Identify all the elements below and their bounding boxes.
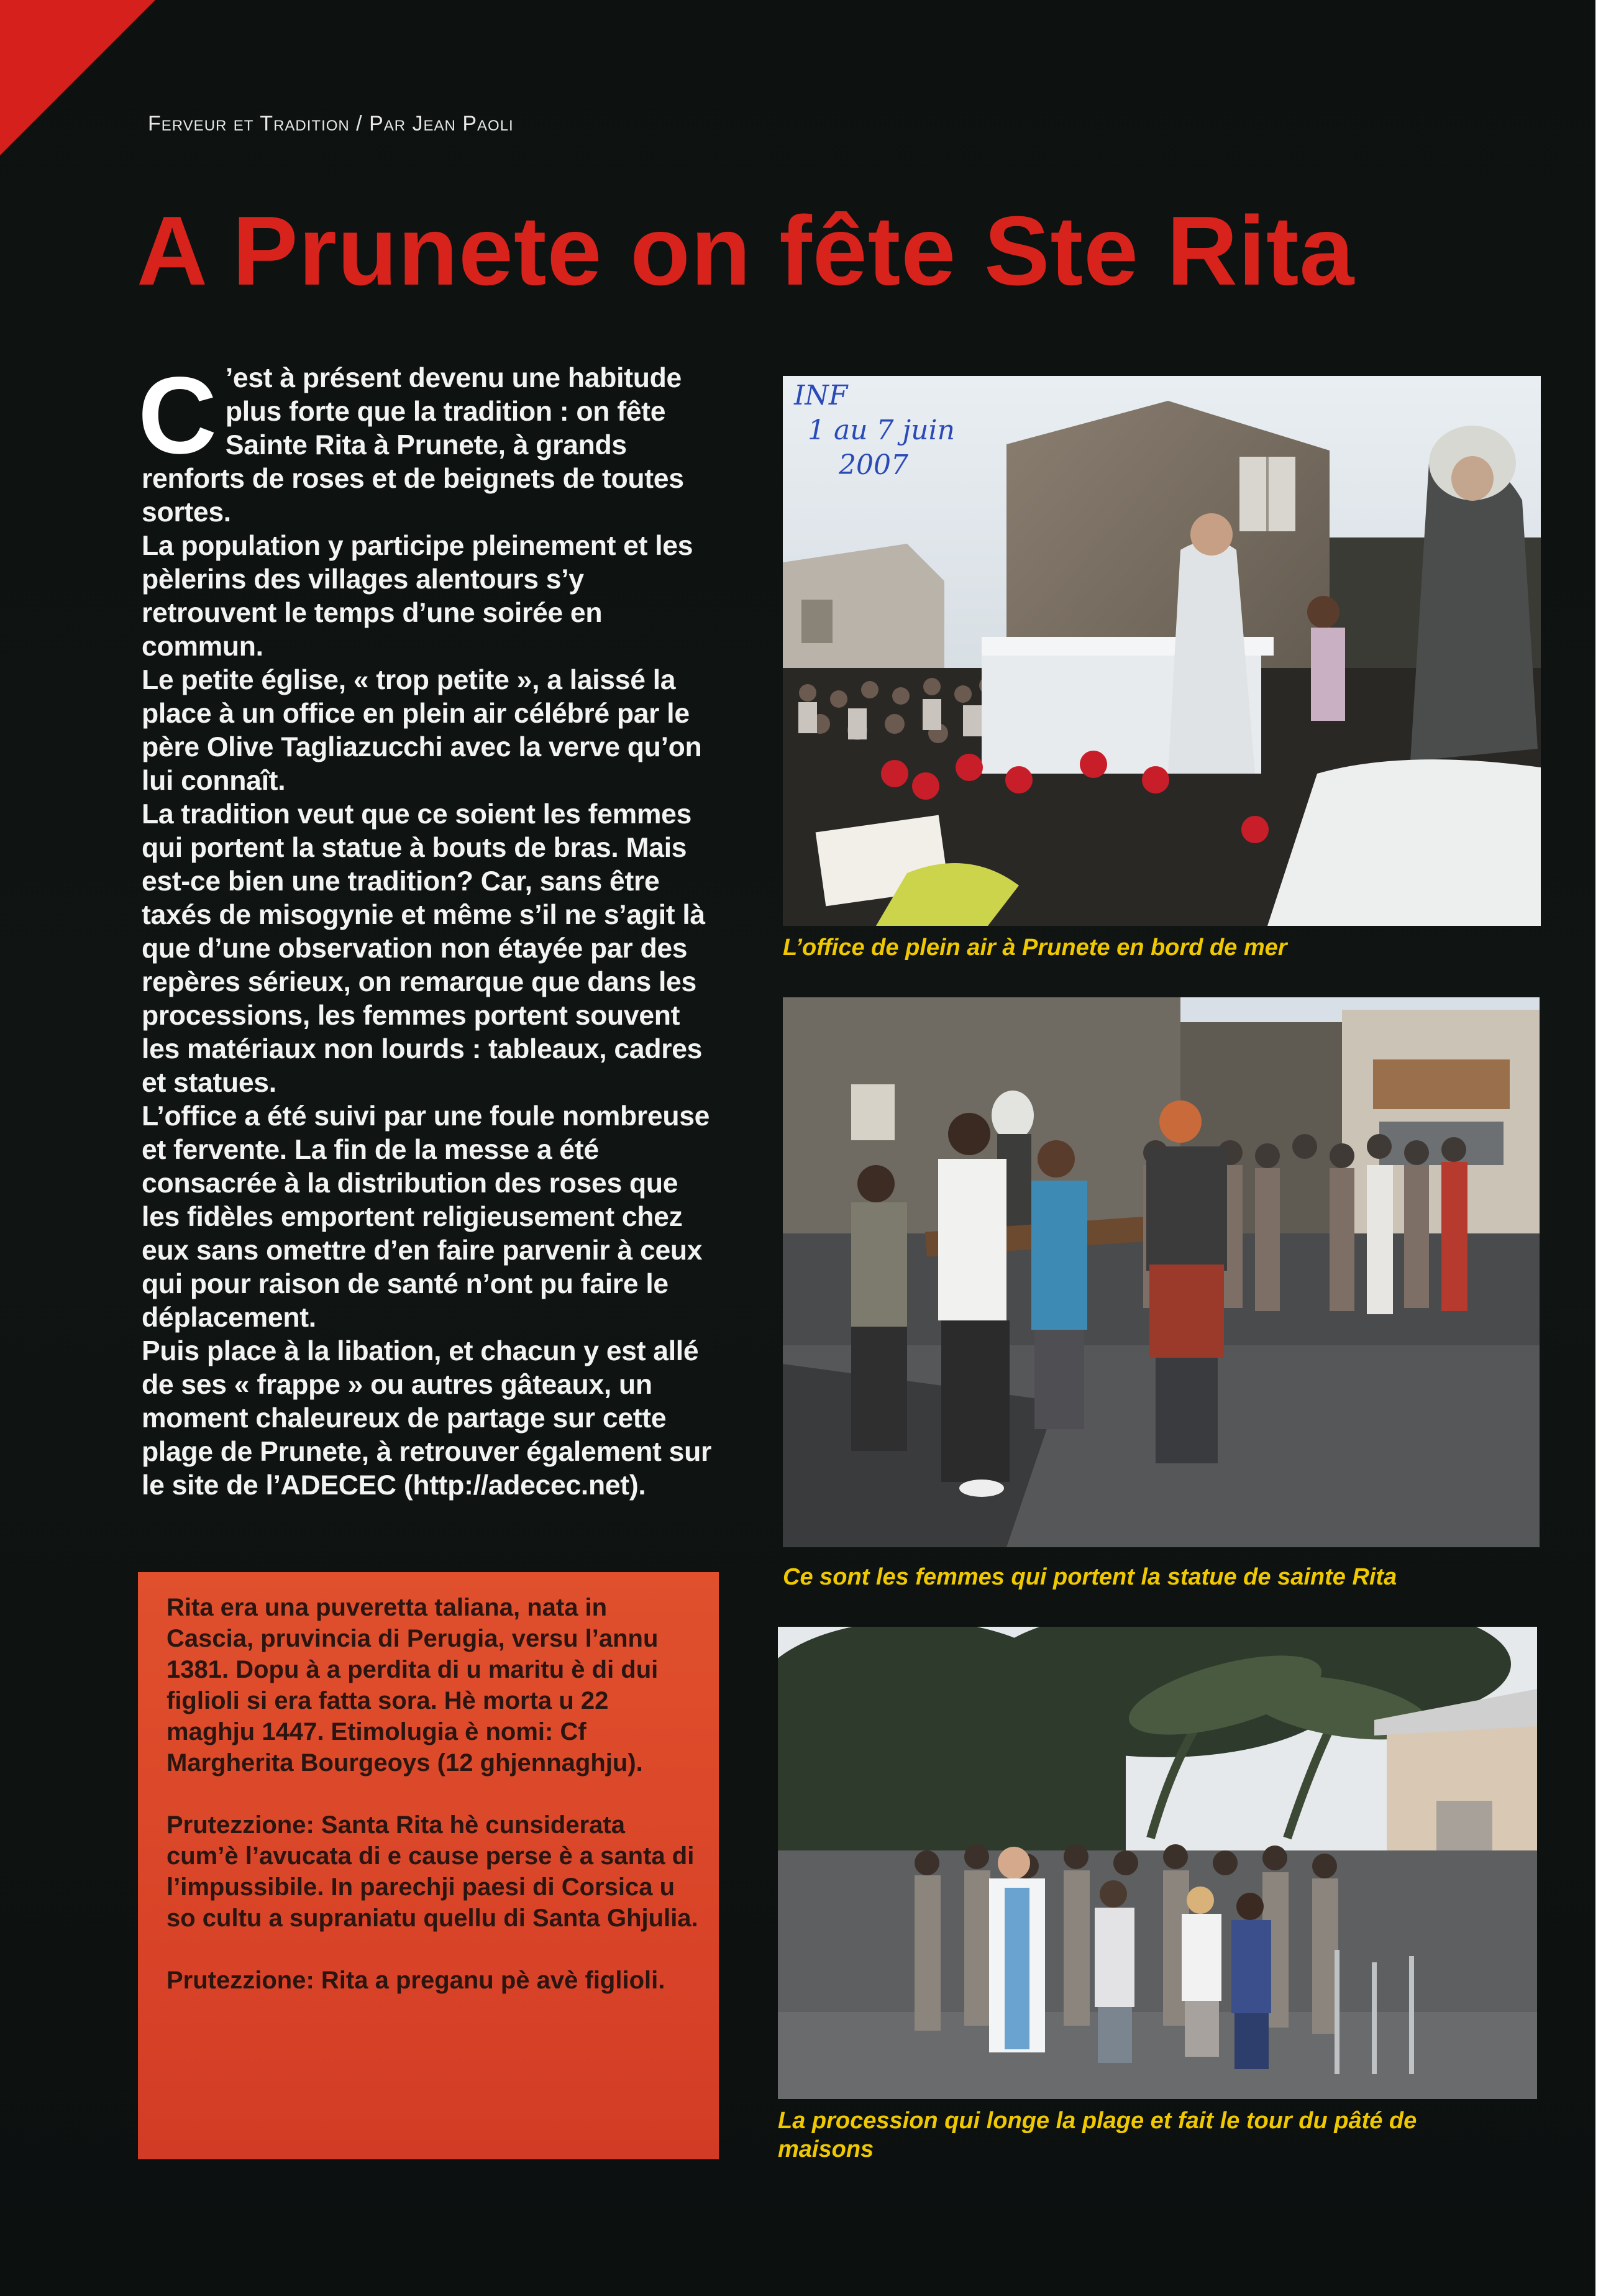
corsican-info-box	[138, 1572, 719, 2159]
red-corner-triangle	[0, 0, 155, 155]
info-paragraph-2: Prutezzione: Santa Rita hè cunsiderata cum’è l’avucata di e cause perse è a santa di l’impussibile. In parechji paesi di Corsica u so cultu a supraniatu quellu di Santa Ghjulia.	[167, 1811, 698, 1932]
statue-procession-illustration	[783, 997, 1540, 1547]
article-paragraph-5: L’office a été suivi par une foule nombreuse et fervente. La fin de la messe a été consacrée à la distribution des roses que les fidèles emportent religieusement chez eux sans omettre d’en faire parvenir à ceux qui pour raison de santé n’ont pu faire le déplacement.	[142, 1101, 710, 1333]
article-paragraph-3: Le petite église, « trop petite », a laissé la place à un office en plein air célébré par le père Olive Tagliazucchi avec la verve qu’on lui connaît.	[142, 665, 702, 796]
article-paragraph-6: Puis place à la libation, et chacun y est allé de ses « frappe » ou autres gâteaux, un moment chaleureux de partage sur cette plage de Prunete, à retrouver également sur le site de l’ADECEC (http://adecec.net).	[142, 1336, 711, 1501]
beach-procession-illustration	[778, 1627, 1537, 2099]
photo-beach-procession	[778, 1627, 1537, 2099]
photo-caption-3: La procession qui longe la plage et fait le tour du pâté de maisons	[778, 2108, 1417, 2162]
article-paragraph-4: La tradition veut que ce soient les femmes qui portent la statue à bouts de bras. Mais est-ce bien une tradition? Car, sans être taxés de misogynie et même s’il ne s’agit là que d’une observation non étayée par des repères sérieux, on remarque que dans les processions, les femmes portent souvent les matériaux non lourds : tableaux, cadres et statues.	[142, 799, 705, 1098]
handwriting-line-3: 2007	[839, 449, 908, 481]
article-paragraph-2: La population y participe pleinement et les pèlerins des villages alentours s’y retrouvent le temps d’une soirée en commun.	[142, 531, 693, 662]
section-kicker: Ferveur et Tradition / Par Jean Paoli	[148, 112, 514, 135]
handwriting-line-1: INF	[794, 380, 848, 411]
photo-caption-2: Ce sont les femmes qui portent la statue de sainte Rita	[783, 1564, 1397, 1590]
article-paragraph-1: ’est à présent devenu une habitude plus forte que la tradition : on fête Sainte Rita à Prunete, à grands renforts de roses et de beignets de toutes sortes.	[142, 363, 684, 528]
handwriting-line-2: 1 au 7 juin	[808, 414, 955, 446]
article-body	[138, 355, 719, 1502]
article-title: A Prunete on fête Ste Rita	[137, 196, 1355, 306]
info-paragraph-1: Rita era una puveretta taliana, nata in Cascia, pruvincia di Perugia, versu l’annu 1381. Dopu à a perdita di u maritu è di dui figlioli si era fatta sora. Hè morta u 22 maghju 1447. Etimolugia è nomi: Cf Margherita Bourgeoys (12 ghjennaghju).	[167, 1594, 659, 1777]
handwritten-annotation	[794, 378, 955, 483]
photo-women-carrying-statue	[783, 997, 1540, 1547]
drop-cap: C	[138, 355, 217, 477]
info-paragraph-3: Prutezzione: Rita a preganu pè avè figlioli.	[167, 1967, 665, 1994]
photo-outdoor-mass	[783, 376, 1541, 926]
photo-caption-1: L’office de plein air à Prunete en bord de mer	[783, 935, 1287, 961]
